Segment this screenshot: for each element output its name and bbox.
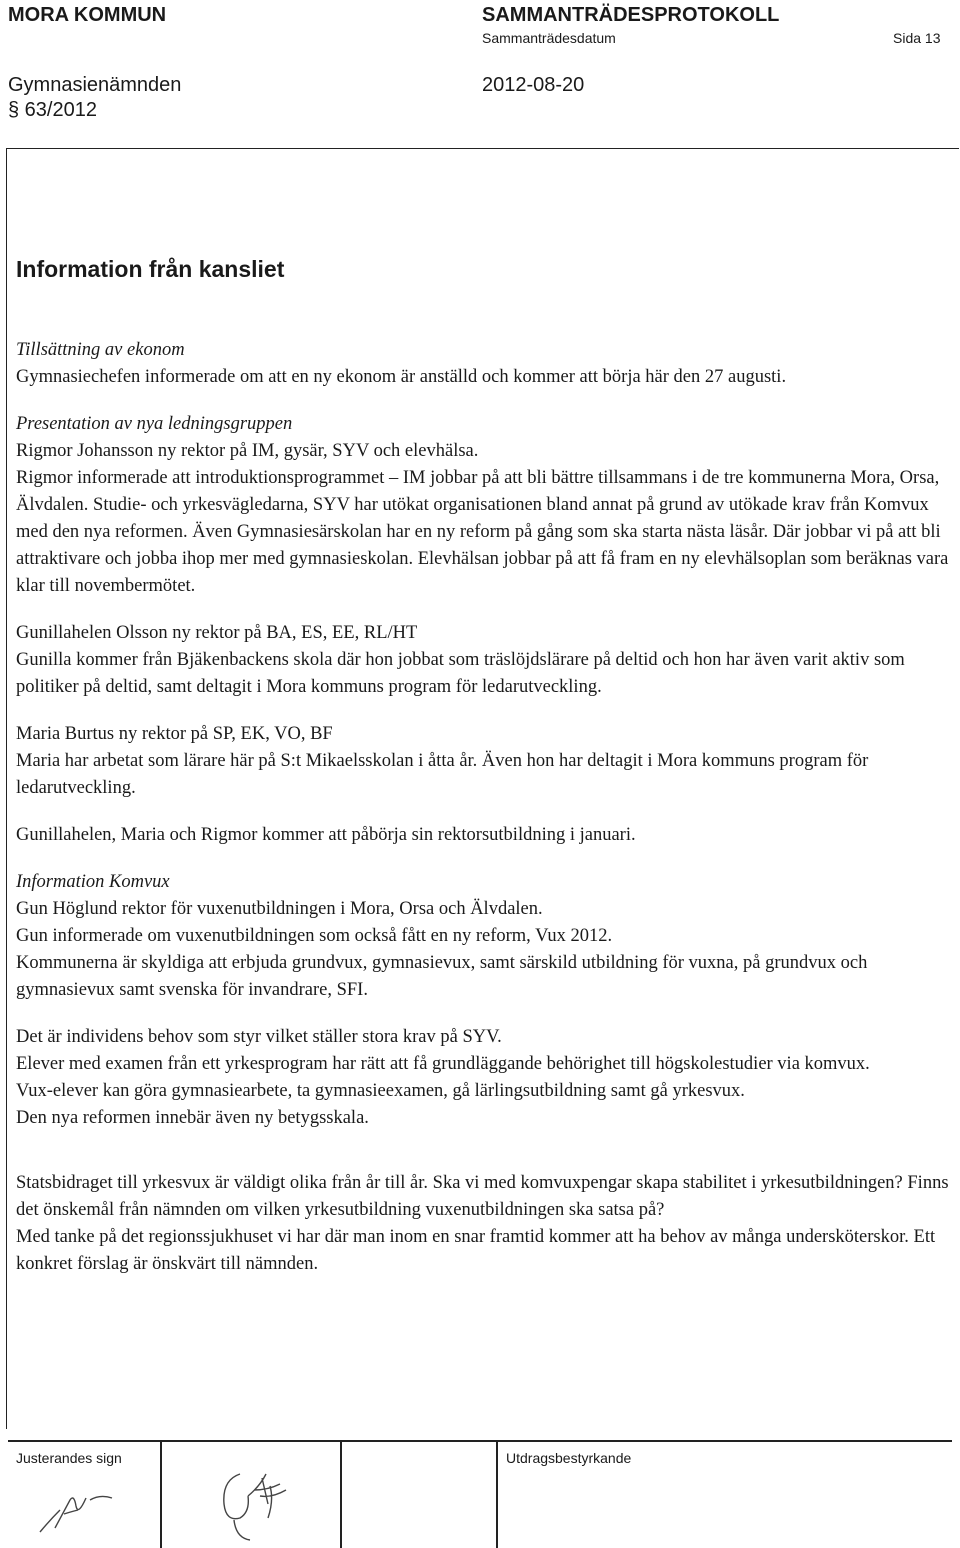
section-text-statsbidraget: Statsbidraget till yrkesvux är väldigt olika från år till år. Ska vi med komvuxpengar skapa stabilitet i yrkesutbildningen? Finns det önskemål från nämnden om vilken yrkesutbildning vuxenutbildningen ska satsa på?: [16, 1173, 949, 1220]
paragraph-number: § 63/2012: [8, 99, 97, 121]
page-title: Information från kansliet: [16, 256, 285, 282]
section-text-rektorsutbildning: Gunillahelen, Maria och Rigmor kommer att påbörja sin rektorsutbildning i januari.: [16, 825, 636, 845]
section-heading-ledningsgruppen: Presentation av nya ledningsgruppen: [16, 414, 293, 434]
section-text-gun-intro: Gun Höglund rektor för vuxenutbildningen i Mora, Orsa och Älvdalen.: [16, 899, 543, 919]
meeting-date-label: Sammanträdesdatum: [482, 30, 616, 46]
section-text-regionssjukhuset: Med tanke på det regionssjukhuset vi har där man inom en snar framtid kommer att ha behov av många undersköterskor. Ett konkret förslag är önskvärt till nämnden.: [16, 1227, 936, 1274]
spacer: [16, 391, 952, 411]
handwritten-signature-2: [210, 1456, 310, 1546]
section-text-rigmor-intro: Rigmor Johansson ny rektor på IM, gysär, SYV och elevhälsa.: [16, 441, 479, 461]
section-text-ekonom: Gymnasiechefen informerade om att en ny ekonom är anställd och kommer att börja här den 27 augusti.: [16, 367, 787, 387]
signature-footer: [0, 1440, 960, 1548]
section-text-maria-info: Maria har arbetat som lärare här på S:t Mikaelsskolan i åtta år. Även hon har deltagit i Mora kommuns program för ledarutveckling.: [16, 751, 869, 798]
handwritten-signature-1: [30, 1480, 140, 1542]
committee-name: Gymnasienämnden: [8, 74, 182, 96]
footer-column-divider: [496, 1442, 498, 1548]
adjuster-signature-label: Justerandes sign: [16, 1450, 122, 1466]
section-text-elever-examen: Elever med examen från ett yrkesprogram har rätt att få grundläggande behörighet till högskolestudier via komvux.: [16, 1054, 870, 1074]
footer-column-divider: [340, 1442, 342, 1548]
section-text-gunillahelen-intro: Gunillahelen Olsson ny rektor på BA, ES, EE, RL/HT: [16, 623, 418, 643]
section-text-gun-reform: Gun informerade om vuxenutbildningen som också fått en ny reform, Vux 2012.: [16, 926, 613, 946]
section-text-rigmor-info: Rigmor informerade att introduktionsprogrammet – IM jobbar på att bli bättre tillsammans i de tre kommunerna Mora, Orsa, Älvdalen. Studie- och yrkesvägledarna, SYV har utökat organisationen bland annat på grund av utökade krav från Komvux med den nya reformen. Även Gymnasiesärskolan har en ny reform på gång som ska starta nästa läsår. Där jobbar vi på att bli attraktivare och jobba ihop mer med gymnasieskolan. Elevhälsan jobbar på att få fram en ny elevhälsoplan som beräknas vara klar till novembermötet.: [16, 468, 949, 596]
footer-column-divider: [160, 1442, 162, 1548]
document-type: SAMMANTRÄDESPROTOKOLL: [482, 4, 780, 26]
section-heading-ekonom: Tillsättning av ekonom: [16, 340, 185, 360]
spacer: [16, 600, 952, 620]
section-text-betygsskala: Den nya reformen innebär även ny betygsskala.: [16, 1108, 369, 1128]
page-number: Sida 13: [893, 30, 941, 46]
section-text-kommunerna: Kommunerna är skyldiga att erbjuda grundvux, gymnasievux, samt särskild utbildning för vuxna, på grundvux och gymnasievux samt svenska för invandrare, SFI.: [16, 953, 868, 1000]
spacer: [16, 1004, 952, 1024]
spacer: [16, 701, 952, 721]
section-text-maria-intro: Maria Burtus ny rektor på SP, EK, VO, BF: [16, 724, 333, 744]
municipality-name: MORA KOMMUN: [8, 4, 167, 26]
document-body: [16, 337, 952, 1278]
section-text-vux-elever: Vux-elever kan göra gymnasiearbete, ta gymnasieexamen, gå lärlingsutbildning samt gå yrkesvux.: [16, 1081, 745, 1101]
meeting-date: 2012-08-20: [482, 74, 585, 96]
section-heading-komvux: Information Komvux: [16, 872, 170, 892]
section-text-gunillahelen-info: Gunilla kommer från Bjäkenbackens skola där hon jobbat som träslöjdslärare på deltid och hon har även varit aktiv som politiker på deltid, samt deltagit i Mora kommuns program för ledarutveckling.: [16, 650, 905, 697]
certification-label: Utdragsbestyrkande: [506, 1450, 632, 1466]
footer-divider: [8, 1440, 952, 1442]
spacer: [16, 1132, 952, 1170]
section-text-individens-behov: Det är individens behov som styr vilket ställer stora krav på SYV.: [16, 1027, 502, 1047]
spacer: [16, 802, 952, 822]
spacer: [16, 849, 952, 869]
